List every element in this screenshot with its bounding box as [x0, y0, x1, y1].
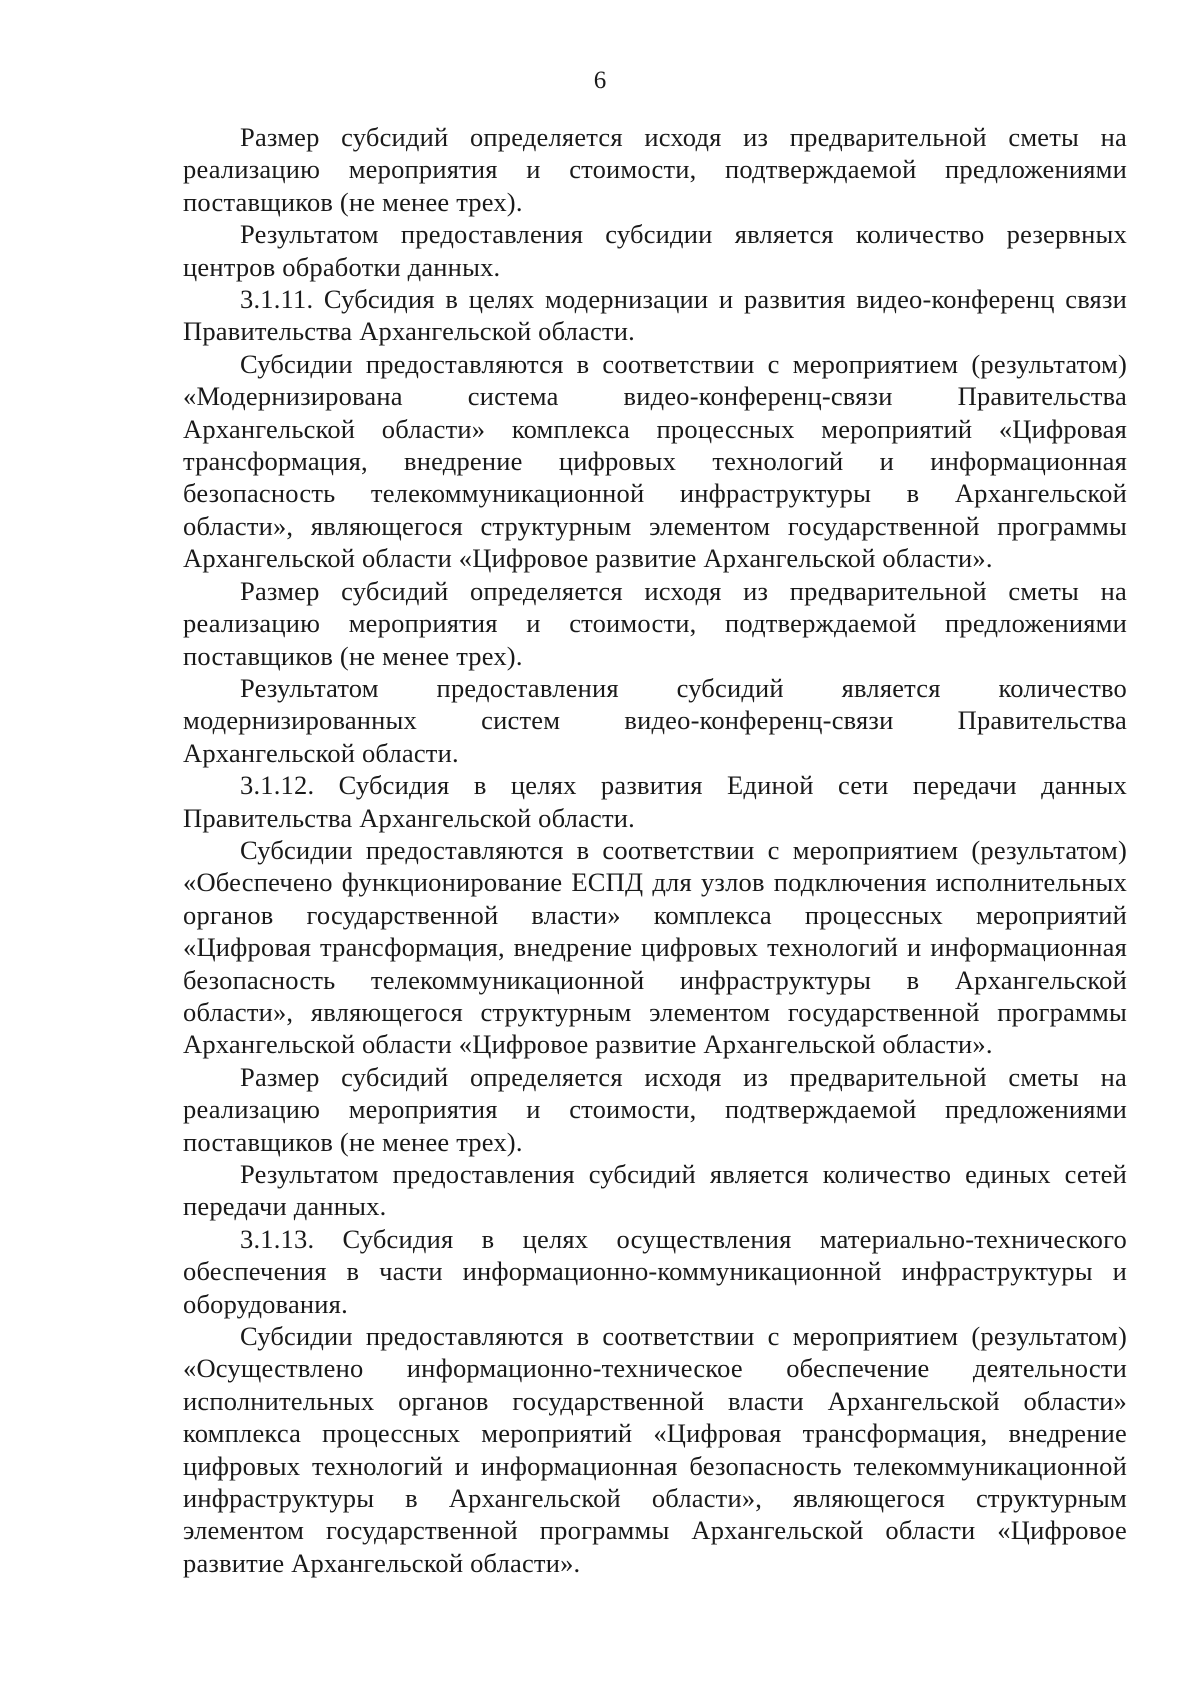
document-body [183, 121, 1127, 1579]
section-heading-3-1-13: 3.1.13. Субсидия в целях осуществления материально-технического обеспечения в части информационно-коммуникационной инфраструктуры и оборудования. [183, 1223, 1127, 1319]
paragraph: Результатом предоставления субсидий является количество единых сетей передачи данных. [183, 1159, 1127, 1222]
section-heading-3-1-11: 3.1.11. Субсидия в целях модернизации и развития видео-конференц связи Правительства Архангельской области. [183, 284, 1127, 347]
paragraph: Размер субсидий определяется исходя из предварительной сметы на реализацию мероприятия и стоимости, подтверждаемой предложениями поставщиков (не менее трех). [183, 1061, 1127, 1157]
paragraph: Результатом предоставления субсидии является количество резервных центров обработки данных. [183, 219, 1127, 282]
paragraph: Размер субсидий определяется исходя из предварительной сметы на реализацию мероприятия и стоимости, подтверждаемой предложениями поставщиков (не менее трех). [183, 575, 1127, 671]
paragraph: Результатом предоставления субсидий является количество модернизированных систем видео-конференц-связи Правительства Архангельской области. [183, 672, 1127, 768]
paragraph: Субсидии предоставляются в соответствии с мероприятием (результатом) «Осуществлено информационно-техническое обеспечение деятельности исполнительных органов государственной власти Архангельской области» комплекса процессных мероприятий «Цифровая трансформация, внедрение цифровых технологий и информационная безопасность телекоммуникационной инфраструктуры в Архангельской области», являющегося структурным элементом государственной программы Архангельской области «Цифровое развитие Архангельской области». [183, 1321, 1127, 1578]
paragraph: Размер субсидий определяется исходя из предварительной сметы на реализацию мероприятия и стоимости, подтверждаемой предложениями поставщиков (не менее трех). [183, 122, 1127, 217]
paragraph: Субсидии предоставляются в соответствии с мероприятием (результатом) «Обеспечено функционирование ЕСПД для узлов подключения исполнительных органов государственной власти» комплекса процессных мероприятий «Цифровая трансформация, внедрение цифровых технологий и информационная безопасность телекоммуникационной инфраструктуры в Архангельской области», являющегося структурным элементом государственной программы Архангельской области «Цифровое развитие Архангельской области». [183, 834, 1127, 1060]
paragraph: Субсидии предоставляются в соответствии с мероприятием (результатом) «Модернизирована система видео-конференц-связи Правительства Архангельской области» комплекса процессных мероприятий «Цифровая трансформация, внедрение цифровых технологий и информационная безопасность телекоммуникационной инфраструктуры в Архангельской области», являющегося структурным элементом государственной программы Архангельской области «Цифровое развитие Архангельской области». [183, 348, 1127, 574]
section-heading-3-1-12: 3.1.12. Субсидия в целях развития Единой сети передачи данных Правительства Архангельской области. [183, 770, 1127, 833]
page-number: 6 [593, 67, 607, 94]
